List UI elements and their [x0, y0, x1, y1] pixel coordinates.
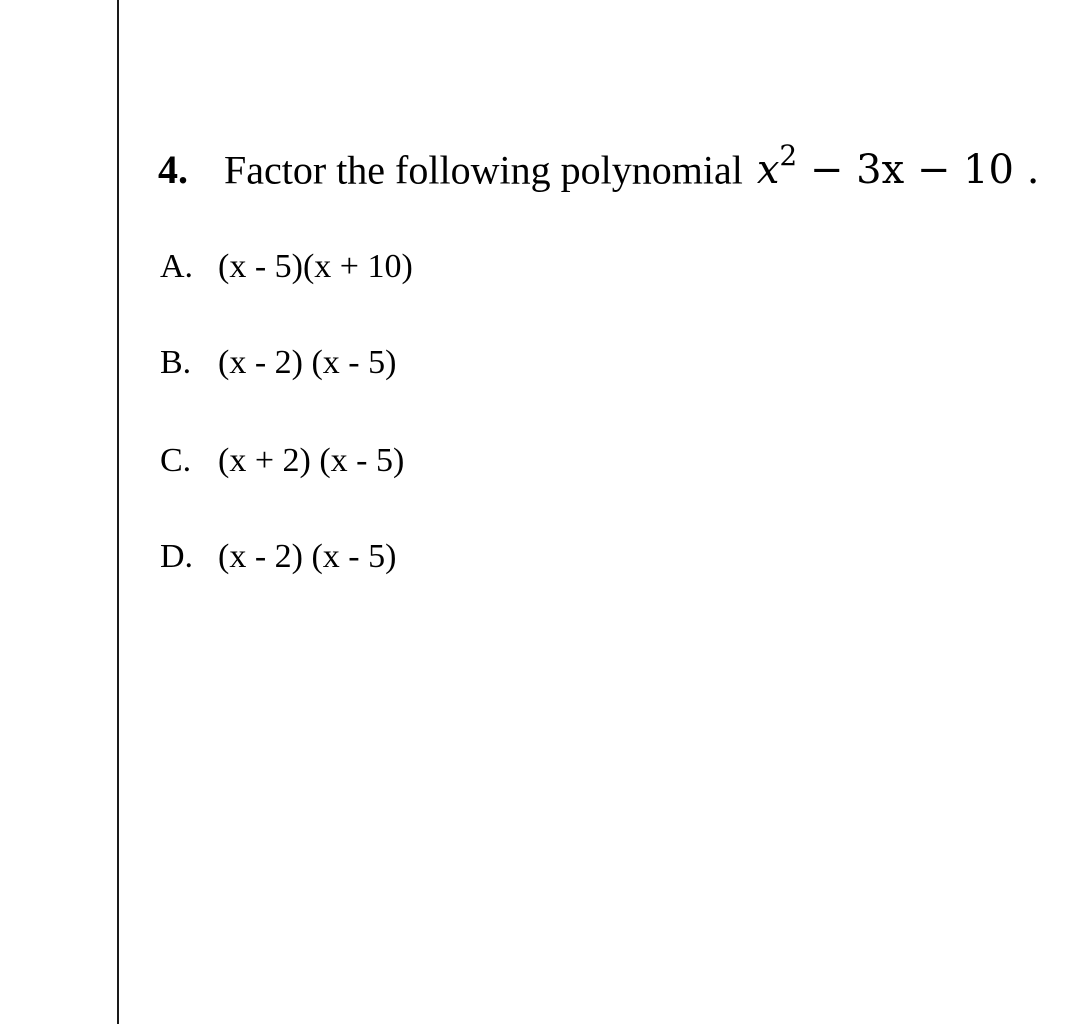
answer-option-d[interactable]: [160, 533, 396, 581]
option-text: (x - 2) (x - 5): [218, 344, 397, 381]
answer-option-b[interactable]: [160, 339, 396, 387]
question-4: [158, 128, 1039, 202]
answer-option-a[interactable]: [160, 243, 413, 291]
option-letter: A.: [160, 248, 194, 285]
option-letter: D.: [160, 538, 194, 575]
polynomial-rest: − 3x − 10 .: [797, 147, 1040, 194]
option-text: (x + 2) (x - 5): [218, 442, 405, 479]
option-text: (x - 2) (x - 5): [218, 538, 397, 575]
polynomial-base: x: [756, 147, 780, 194]
option-text: (x - 5)(x + 10): [218, 248, 413, 285]
option-letter: C.: [160, 442, 192, 479]
left-margin-line: [117, 0, 119, 1024]
polynomial-exponent: 2: [779, 139, 798, 172]
question-text: Factor the following polynomial: [224, 147, 743, 193]
answer-option-c[interactable]: [160, 437, 404, 485]
question-number: 4.: [158, 147, 188, 193]
polynomial-expression: [756, 139, 1040, 194]
option-letter: B.: [160, 344, 192, 381]
